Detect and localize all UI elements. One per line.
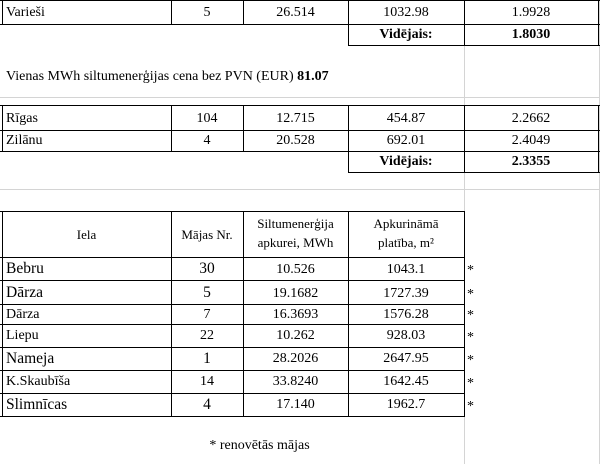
block1-row-border [0,24,600,25]
table-header-border [0,257,464,258]
cell-ratio[interactable]: 2.4049 [511,133,551,148]
table-row-border [0,370,464,371]
cell-mwh[interactable]: 10.262 [276,328,315,343]
block2-top-border [0,105,600,106]
table-row-border [0,304,464,305]
block2-row-border [0,130,600,131]
block1-avg-border [348,45,600,46]
renovated-mark: * [467,308,474,323]
average-label[interactable]: Vidējais: [379,27,433,42]
table-row-border [0,347,464,348]
cell-area[interactable]: 2647.95 [383,351,429,366]
block2-row-border [0,151,600,152]
cell-mwh[interactable]: 26.514 [276,5,315,20]
block2-col-divider [2,105,3,152]
table-bottom-border [0,416,464,417]
column-header-heated-area[interactable]: Apkurināmā platība, m² [373,216,439,250]
cell-house-nr[interactable]: 5 [203,284,211,301]
cell-street[interactable]: Bebru [6,260,44,277]
block2-col-divider [598,105,599,173]
table-col-divider [464,211,465,417]
column-header-house-nr[interactable]: Mājas Nr. [181,227,233,242]
cell-house-nr[interactable]: 22 [200,328,214,343]
cell-area[interactable]: 1576.28 [383,307,429,322]
block1-col-divider [598,0,599,46]
cell-street[interactable]: Liepu [6,328,39,343]
cell-street[interactable]: Varieši [6,5,45,20]
block1-col-divider [2,0,3,25]
renovated-mark: * [467,376,474,391]
cell-street[interactable]: Dārza [6,307,40,322]
cell-area[interactable]: 692.01 [386,133,426,148]
average-value[interactable]: 1.8030 [511,27,551,42]
cell-mwh[interactable]: 17.140 [276,397,315,412]
table-row-border [0,324,464,325]
cell-house-nr[interactable]: 104 [196,111,218,126]
cell-street[interactable]: Nameja [6,350,55,367]
cell-area[interactable]: 1043.1 [386,262,426,277]
cell-mwh[interactable]: 33.8240 [272,374,319,389]
renovated-mark: * [467,287,474,302]
cell-mwh[interactable]: 20.528 [276,133,315,148]
cell-area[interactable]: 454.87 [386,111,426,126]
renovated-mark: * [467,399,474,414]
cell-area[interactable]: 1032.98 [383,5,429,20]
table-row-border [0,280,464,281]
cell-area[interactable]: 1642.45 [383,374,429,389]
cell-mwh[interactable]: 28.2026 [272,351,319,366]
renovated-mark: * [467,353,474,368]
renovated-mark: * [467,263,474,278]
cell-street[interactable]: Zilānu [6,133,43,148]
cell-ratio[interactable]: 2.2662 [511,111,551,126]
renovated-mark: * [467,330,474,345]
price-line[interactable] [6,69,329,85]
grid-row-line [0,189,600,190]
cell-house-nr[interactable]: 30 [199,260,215,277]
cell-street[interactable]: Slimnīcas [6,396,68,413]
block2-avg-border [348,172,600,173]
cell-street[interactable]: Rīgas [6,111,38,126]
footnote[interactable]: * renovētās mājas [209,438,310,453]
table-top-border [0,211,464,212]
block1-top-border [0,0,600,1]
cell-house-nr[interactable]: 5 [203,5,211,20]
price-value: 81.07 [297,69,329,84]
column-header-heat-energy[interactable]: Siltumenerģija apkurei, MWh [257,216,334,250]
cell-mwh[interactable]: 19.1682 [272,286,319,301]
column-header-street[interactable]: Iela [76,227,97,242]
cell-mwh[interactable]: 12.715 [276,111,315,126]
cell-area[interactable]: 928.03 [386,328,426,343]
cell-house-nr[interactable]: 1 [203,350,211,367]
cell-mwh[interactable]: 10.526 [276,262,315,277]
cell-house-nr[interactable]: 7 [203,307,211,322]
cell-house-nr[interactable]: 4 [203,133,211,148]
price-text: Vienas MWh siltumenerģijas cena bez PVN (EUR) [6,69,294,84]
cell-area[interactable]: 1727.39 [383,286,429,301]
average-value[interactable]: 2.3355 [511,154,551,169]
cell-area[interactable]: 1962.7 [386,397,426,412]
cell-ratio[interactable]: 1.9928 [511,5,551,20]
table-row-border [0,393,464,394]
grid-row-line [0,97,600,98]
cell-house-nr[interactable]: 4 [203,396,211,413]
cell-street[interactable]: K.Skaubīša [6,374,71,389]
average-label[interactable]: Vidējais: [379,154,433,169]
cell-house-nr[interactable]: 14 [200,374,214,389]
cell-mwh[interactable]: 16.3693 [272,307,319,322]
cell-street[interactable]: Dārza [6,284,43,301]
